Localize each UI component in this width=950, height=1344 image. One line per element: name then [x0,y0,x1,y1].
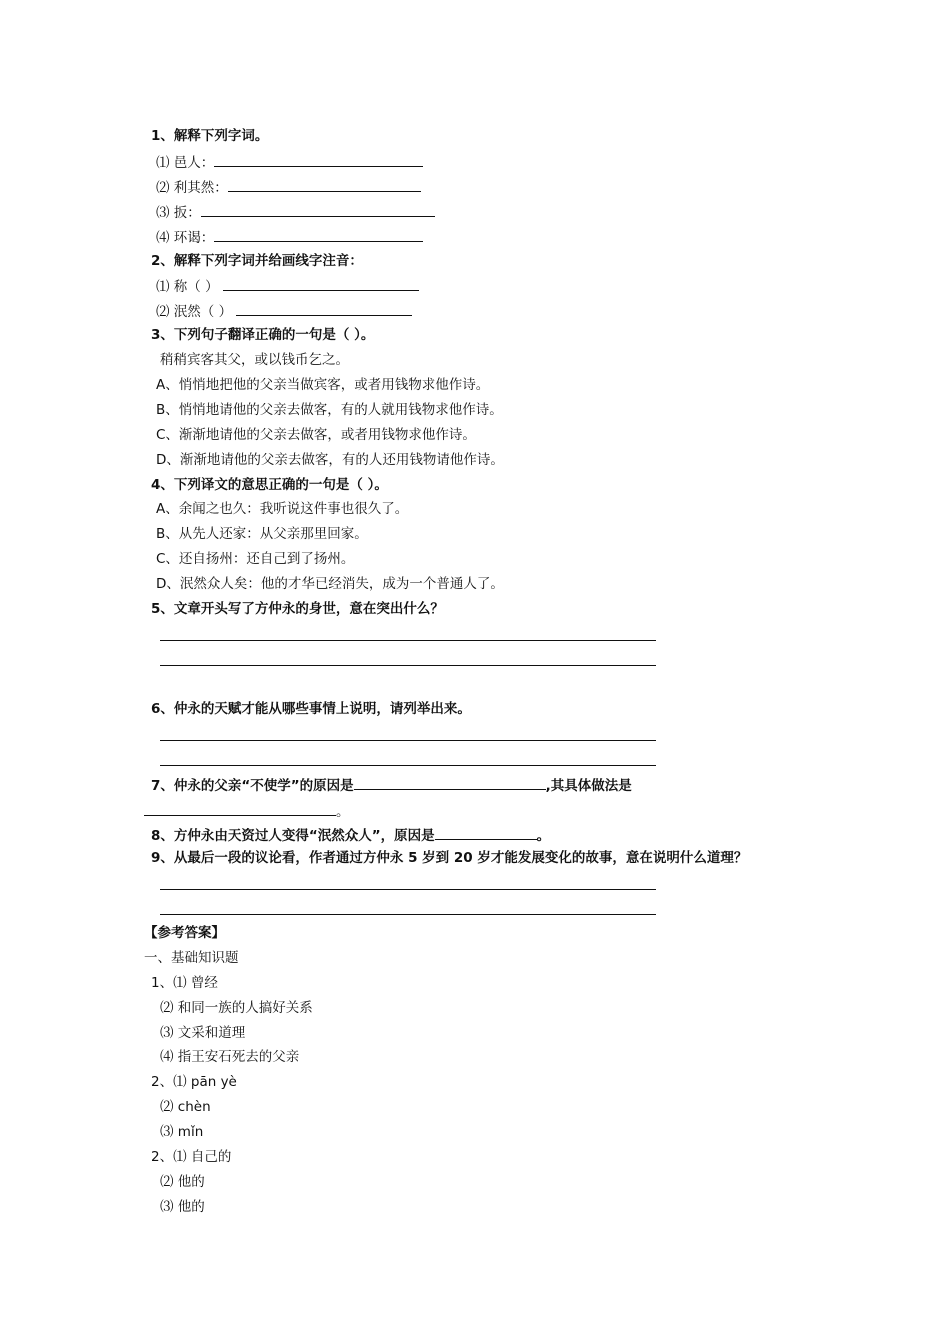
q2-item-1 [156,276,419,294]
q4-option-b: B、从先人还家：从父亲那里回家。 [156,526,368,542]
q3-title: 3、下列句子翻译正确的一句是（ ）。 [151,327,375,343]
q2-item-2 [156,301,412,319]
answer-2-item-2: ⑵ chèn [160,1099,211,1115]
answer-1-item-3: ⑶ 文采和道理 [160,1025,246,1041]
q4-option-c: C、还自扬州：还自己到了扬州。 [156,551,355,567]
q1-item-3-label: ⑶ 扳： [156,205,201,221]
q1-item-2 [156,177,421,195]
q8-part-2: 。 [536,828,551,844]
q5-answer-line-1[interactable] [160,640,656,641]
q2-item-1-blank[interactable] [223,276,419,291]
q6-answer-line-1[interactable] [160,740,656,741]
q7-part-3: 。 [336,804,350,820]
q2-item-2-label: ⑵ 泯然（ ） [156,304,233,320]
q2-item-1-label: ⑴ 称（ ） [156,279,219,295]
q5-title: 5、文章开头写了方仲永的身世，意在突出什么？ [151,601,444,617]
q7-part-2: ,其具体做法是 [545,778,632,794]
q9-title: 9、从最后一段的议论看，作者通过方仲永 5 岁到 20 岁才能发展变化的故事，意在说明什么道理？ [151,850,748,866]
q3-option-d: D、渐渐地请他的父亲去做客，有的人还用钱物请他作诗。 [156,452,504,468]
q1-title: 1、解释下列字词。 [151,128,269,144]
q1-item-4-label: ⑷ 环谒： [156,230,215,246]
q7-line-2 [144,801,350,819]
q1-item-4 [156,227,423,245]
q1-item-1-label: ⑴ 邑人： [156,155,215,171]
q1-item-2-blank[interactable] [228,177,421,192]
answer-1-item-4: ⑷ 指王安石死去的父亲 [160,1049,300,1065]
q3-option-b: B、悄悄地请他的父亲去做客，有的人就用钱物求他作诗。 [156,402,503,418]
q4-title: 4、下列译文的意思正确的一句是（ ）。 [151,477,388,493]
q2-title: 2、解释下列字词并给画线字注音： [151,253,363,269]
q1-item-3 [156,202,435,220]
q1-item-1 [156,152,423,170]
q3-option-c: C、渐渐地请他的父亲去做客，或者用钱物求他作诗。 [156,427,476,443]
q1-item-1-blank[interactable] [214,152,423,167]
q8-blank[interactable] [435,825,537,840]
q9-answer-line-2[interactable] [160,914,656,915]
answer-3-title: 2、⑴ 自己的 [151,1149,232,1165]
q2-item-2-blank[interactable] [236,301,412,316]
q6-answer-line-2[interactable] [160,765,656,766]
q8-line [151,825,550,843]
answer-3-item-3: ⑶ 他的 [160,1199,205,1215]
answer-3-item-2: ⑵ 他的 [160,1174,205,1190]
q8-part-1: 8、方仲永由天资过人变得“泯然众人”，原因是 [151,828,435,844]
answer-1-item-2: ⑵ 和同一族的人搞好关系 [160,1000,313,1016]
q7-blank-reason[interactable] [354,775,546,790]
q3-option-a: A、悄悄地把他的父亲当做宾客，或者用钱物求他作诗。 [156,377,490,393]
q4-option-d: D、泯然众人矣：他的才华已经消失，成为一个普通人了。 [156,576,504,592]
q9-answer-line-1[interactable] [160,889,656,890]
answers-heading: 【参考答案】 [144,925,225,941]
q1-item-4-blank[interactable] [214,227,423,242]
q7-line-1 [151,775,632,793]
answers-section-title: 一、基础知识题 [144,950,239,966]
answer-2-title: 2、⑴ pān yè [151,1074,237,1090]
answer-1-title: 1、⑴ 曾经 [151,975,218,991]
q3-sentence: 稍稍宾客其父，或以钱币乞之。 [160,352,349,368]
q7-blank-method[interactable] [144,801,336,816]
q4-option-a: A、余闻之也久：我听说这件事也很久了。 [156,501,409,517]
q5-answer-line-2[interactable] [160,665,656,666]
answer-2-item-3: ⑶ mǐn [160,1124,204,1140]
q1-item-3-blank[interactable] [201,202,435,217]
q7-part-1: 7、仲永的父亲“不使学”的原因是 [151,778,354,794]
q1-item-2-label: ⑵ 利其然： [156,180,228,196]
q6-title: 6、仲永的天赋才能从哪些事情上说明，请列举出来。 [151,701,471,717]
